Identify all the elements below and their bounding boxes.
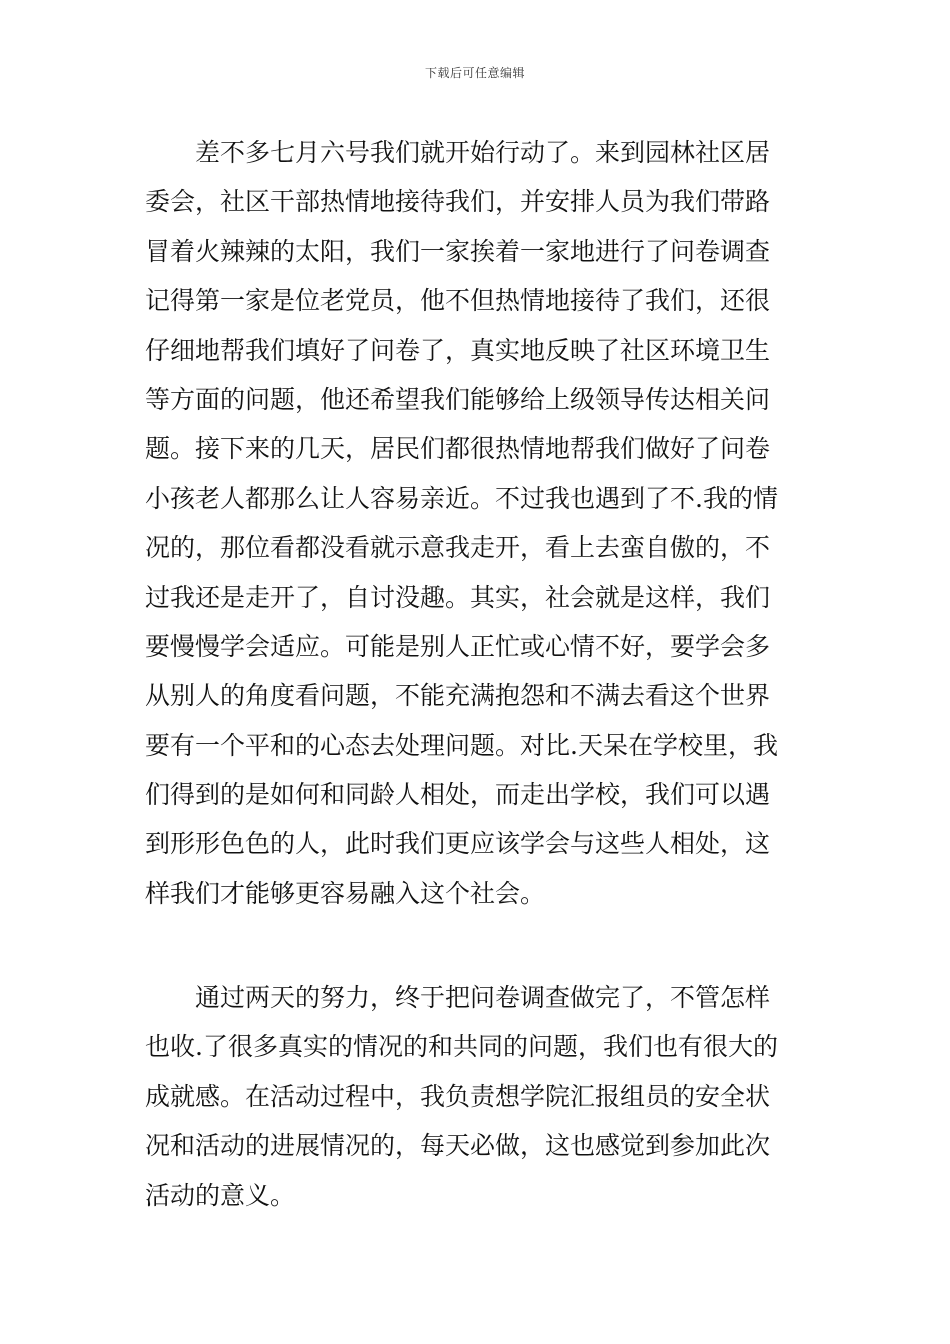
paragraph-2 bbox=[145, 973, 815, 1220]
paragraph-line: 要慢慢学会适应。可能是别人正忙或心情不好，要学会多 bbox=[145, 631, 771, 661]
paragraph-line: 从别人的角度看问题，不能充满抱怨和不满去看这个世界 bbox=[145, 681, 771, 711]
paragraph-line: 题。接下来的几天，居民们都很热情地帮我们做好了问卷 bbox=[145, 434, 771, 464]
paragraph-line: 等方面的问题，他还希望我们能够给上级领导传达相关问 bbox=[145, 384, 771, 414]
paragraph-line: 们得到的是如何和同龄人相处，而走出学校，我们可以遇 bbox=[145, 780, 771, 810]
paragraph-line: 况和活动的进展情况的，每天必做，这也感觉到参加此次 bbox=[145, 1131, 771, 1161]
paragraph-line: 委会，社区干部热情地接待我们，并安排人员为我们带路 bbox=[145, 187, 771, 217]
paragraph-line: 也收.了很多真实的情况的和共同的问题，我们也有很大的 bbox=[145, 1032, 778, 1062]
paragraph-line: 到形形色色的人，此时我们更应该学会与这些人相处，这 bbox=[145, 829, 771, 859]
paragraph-line: 冒着火辣辣的太阳，我们一家挨着一家地进行了问卷调查 bbox=[145, 236, 771, 266]
paragraph-line: 通过两天的努力，终于把问卷调查做完了，不管怎样 bbox=[195, 983, 771, 1012]
paragraph-line: 活动的意义。 bbox=[145, 1180, 296, 1210]
header-note: 下载后可任意编辑 bbox=[424, 66, 525, 80]
paragraph-line: 成就感。在活动过程中，我负责想学院汇报组员的安全状 bbox=[145, 1081, 771, 1111]
paragraph-line: 过我还是走开了，自讨没趣。其实，社会就是这样，我们 bbox=[145, 582, 771, 612]
paragraph-line: 况的，那位看都没看就示意我走开，看上去蛮自傲的，不 bbox=[145, 533, 771, 563]
paragraph-line: 仔细地帮我们填好了问卷了，真实地反映了社区环境卫生 bbox=[145, 335, 771, 365]
paragraph-line: 记得第一家是位老党员，他不但热情地接待了我们，还很 bbox=[145, 286, 771, 316]
paragraph-line: 差不多七月六号我们就开始行动了。来到园林社区居 bbox=[195, 138, 771, 167]
paragraph-line: 小孩老人都那么让人容易亲近。不过我也遇到了不.我的情 bbox=[145, 483, 778, 513]
paragraph-1 bbox=[145, 128, 815, 918]
paragraph-line: 样我们才能够更容易融入这个社会。 bbox=[145, 878, 546, 908]
paragraph-line: 要有一个平和的心态去处理问题。对比.天呆在学校里，我 bbox=[145, 730, 778, 760]
